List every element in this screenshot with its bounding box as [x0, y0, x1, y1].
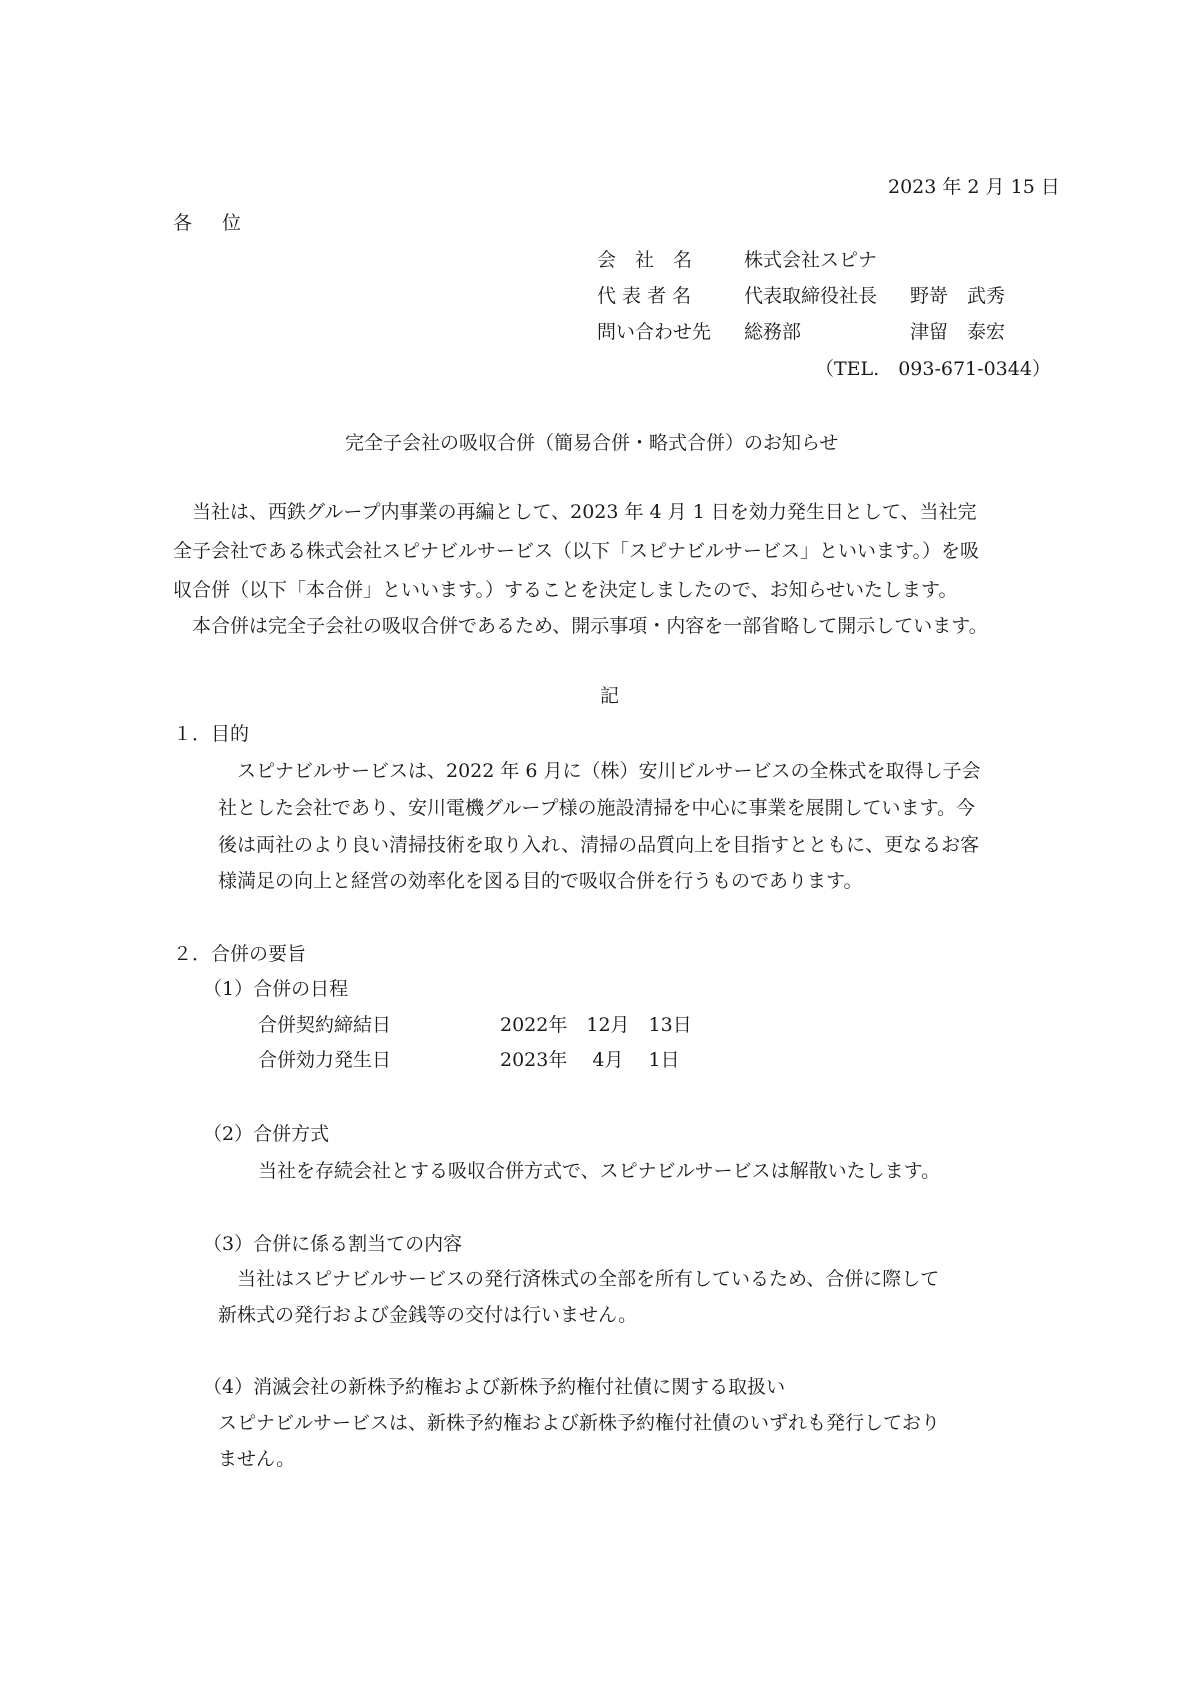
- contact-label: 問い合わせ先: [597, 321, 712, 343]
- schedule-heading: （1）合併の日程: [203, 978, 349, 1000]
- allotment-line: 当社はスピナビルサービスの発行済株式の全部を所有しているため、合併に際して: [218, 1268, 940, 1290]
- section2-heading: ２．合併の要旨: [173, 943, 307, 965]
- schedule-label: 合併契約締結日: [258, 1014, 392, 1036]
- intro-line: 本合併は完全子会社の吸収合併であるため、開示事項・内容を一部省略して開示しています。: [173, 615, 988, 637]
- section1-line: スピナビルサービスは、2022 年 6 月に（株）安川ビルサービスの全株式を取得し子会: [218, 760, 981, 782]
- document-date: 2023 年 2 月 15 日: [888, 176, 1060, 198]
- method-text: 当社を存続会社とする吸収合併方式で、スピナビルサービスは解散いたします。: [258, 1160, 941, 1182]
- representative-label: 代 表 者 名: [597, 285, 692, 307]
- company-name-row: [597, 251, 910, 270]
- section1-line: 社とした会社であり、安川電機グループ様の施設清掃を中心に事業を展開しています。今: [218, 797, 975, 819]
- contact-department: 総務部: [744, 321, 802, 343]
- intro-line: 収合併（以下「本合併」といいます。）することを決定しましたので、お知らせいたします。: [173, 579, 958, 601]
- addressee: 各位: [173, 212, 272, 234]
- contact-row: [597, 323, 1005, 342]
- company-name-value: 株式会社スピナ: [744, 249, 878, 271]
- representative-title: 代表取締役社長: [744, 285, 878, 307]
- section1-line: 様満足の向上と経営の効率化を図る目的で吸収合併を行うものであります。: [218, 870, 863, 892]
- rights-line: ません。: [218, 1448, 296, 1470]
- method-heading: （2）合併方式: [203, 1123, 330, 1145]
- rights-line: スピナビルサービスは、新株予約権および新株予約権付社債のいずれも発行しており: [218, 1412, 941, 1434]
- contact-name: 津留 泰宏: [910, 321, 1006, 343]
- representative-name: 野嵜 武秀: [910, 285, 1006, 307]
- company-name-label: 会 社 名: [597, 249, 693, 271]
- schedule-value: 2023年 4月 1日: [500, 1049, 680, 1071]
- section1-heading: １．目的: [173, 723, 250, 745]
- rights-heading: （4）消滅会社の新株予約権および新株予約権付社債に関する取扱い: [203, 1376, 786, 1398]
- intro-line: 当社は、西鉄グループ内事業の再編として、2023 年 4 月 1 日を効力発生日として、当社完: [173, 501, 977, 523]
- allotment-heading: （3）合併に係る割当ての内容: [203, 1233, 463, 1255]
- allotment-line: 新株式の発行および金銭等の交付は行いません。: [218, 1304, 638, 1326]
- document-title: 完全子会社の吸収合併（簡易合併・略式合併）のお知らせ: [345, 432, 839, 454]
- ki-heading: 記: [600, 685, 620, 707]
- section1-line: 後は両社のより良い清掃技術を取り入れ、清掃の品質向上を目指すとともに、更なるお客: [218, 834, 980, 856]
- representative-row: [597, 287, 1005, 306]
- schedule-value: 2022年 12月 13日: [500, 1014, 692, 1036]
- intro-line: 全子会社である株式会社スピナビルサービス（以下「スピナビルサービス」といいます。）を吸: [173, 540, 979, 562]
- contact-tel: （TEL. 093-671-0344）: [815, 358, 1051, 380]
- schedule-label: 合併効力発生日: [258, 1049, 392, 1071]
